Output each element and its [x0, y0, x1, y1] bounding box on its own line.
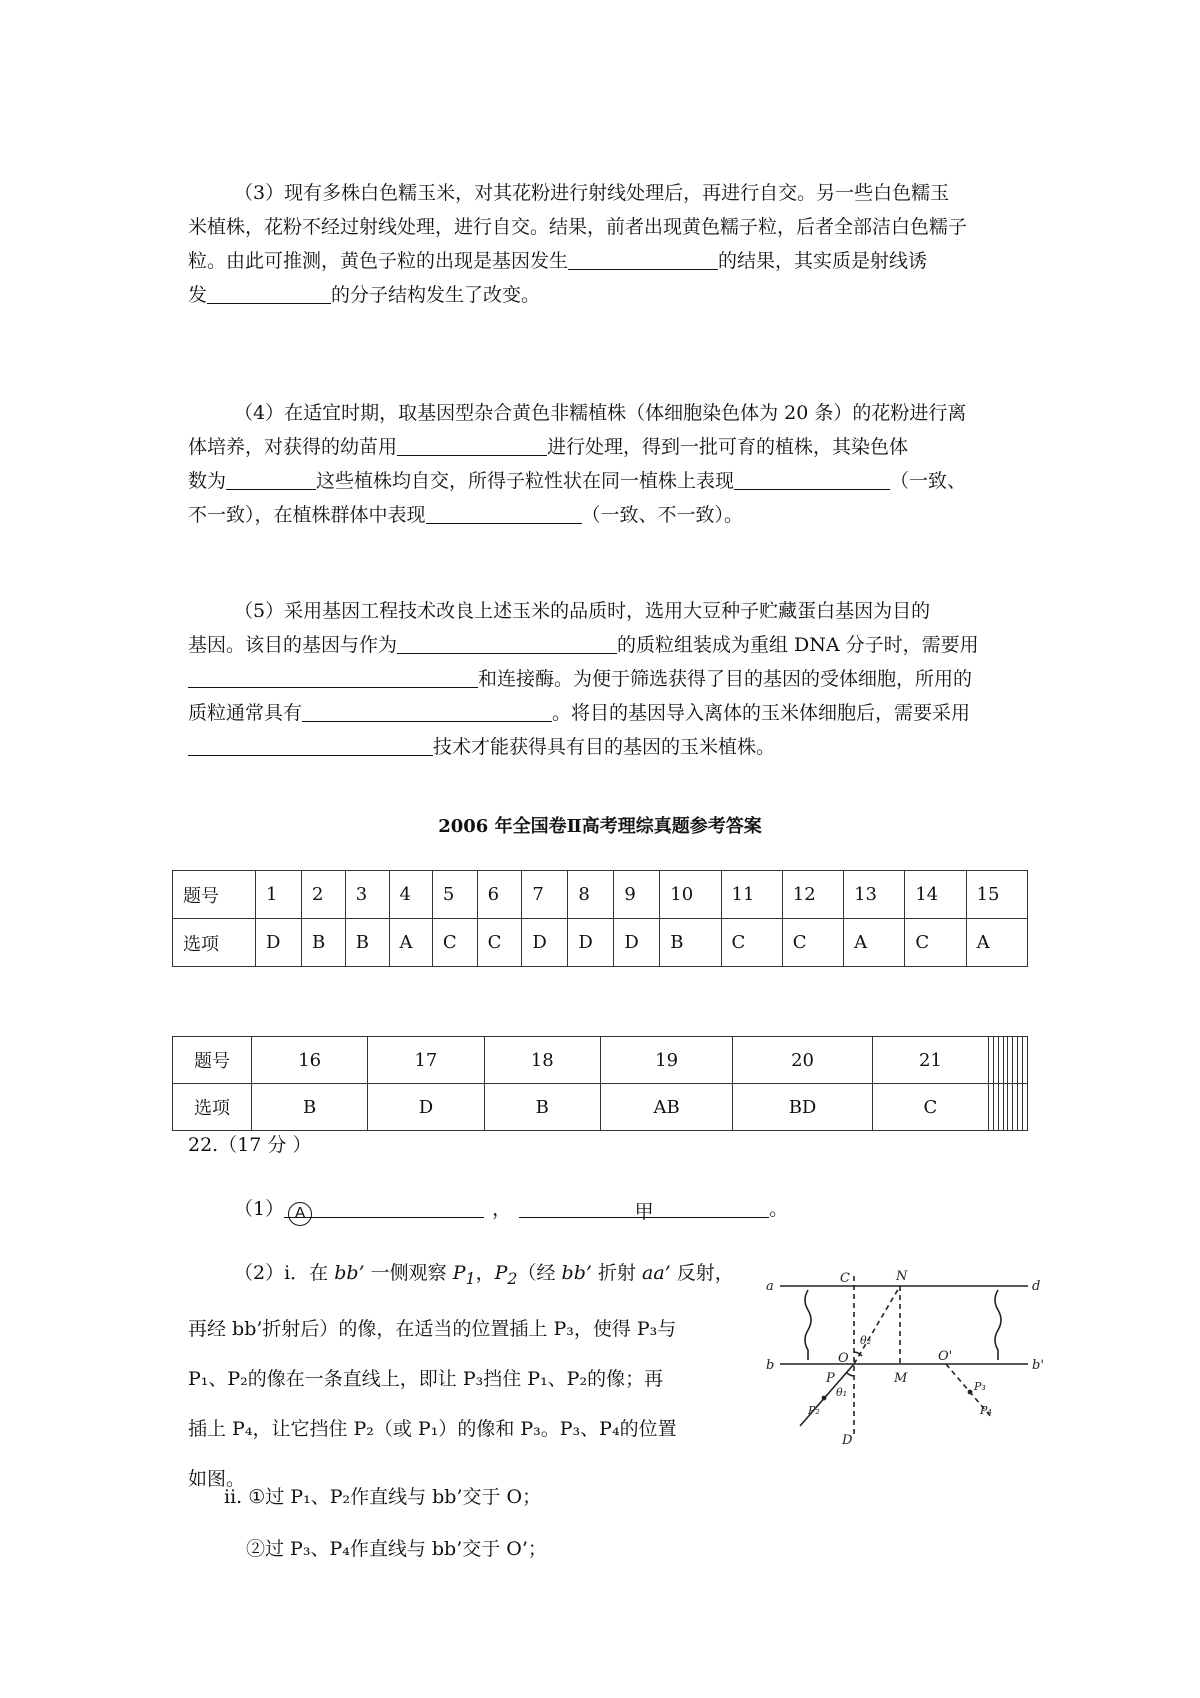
question-number-cell: 15	[966, 871, 1027, 919]
answer-option-cell: B	[252, 1084, 368, 1131]
q3-line3	[188, 244, 967, 278]
q5-line1: （5）采用基因工程技术改良上述玉米的品质时，选用大豆种子贮藏蛋白基因为目的	[234, 600, 931, 622]
part2-text: 一侧观察	[370, 1262, 447, 1284]
q22-heading: 22.（17 分 ）	[188, 1134, 312, 1156]
part2-text: ，	[475, 1262, 495, 1284]
part1-answer-2: 甲	[634, 1201, 654, 1223]
question-number-cell: 12	[782, 871, 843, 919]
label-C: C	[840, 1271, 850, 1286]
part2-text: 2	[507, 1268, 518, 1288]
q4-line2-text-b: 进行处理，得到一批可育的植株，其染色体	[547, 436, 909, 458]
answer-blank	[226, 467, 316, 490]
table-row	[173, 871, 1028, 919]
glass-edge-right	[995, 1290, 1001, 1360]
table-row-label: 选项	[173, 919, 256, 967]
q22-part2-line3: P₁、P₂的像在一条直线上，即让 P₃挡住 P₁、P₂的像；再	[188, 1367, 664, 1390]
answer-option-cell	[1023, 1084, 1028, 1131]
question-number-cell: 20	[733, 1037, 872, 1084]
question-3	[188, 176, 967, 312]
question-number-cell: 17	[368, 1037, 484, 1084]
table-header-label: 题号	[173, 871, 256, 919]
angle-theta1-arc	[846, 1372, 854, 1376]
answer-option-cell: A	[966, 919, 1027, 967]
answer-blank	[284, 1195, 484, 1222]
answer-option-cell: B	[345, 919, 389, 967]
q22-part2-line1	[188, 1248, 734, 1304]
label-N: N	[896, 1269, 908, 1284]
question-number-cell: 5	[432, 871, 477, 919]
question-5	[188, 594, 979, 764]
q4-line4-text-b: （一致、不一致）。	[581, 504, 744, 526]
q22-part2	[188, 1248, 734, 1504]
question-number-cell: 7	[522, 871, 568, 919]
question-number-cell: 4	[389, 871, 432, 919]
q4-line2-text-a: 体培养，对获得的幼苗用	[188, 436, 398, 458]
q5-line2-text-a: 基因。该目的基因与作为	[188, 634, 398, 656]
label-P: P	[826, 1371, 835, 1386]
q5-line2	[188, 628, 979, 662]
question-number-cell: 21	[872, 1037, 988, 1084]
question-number-cell: 8	[568, 871, 614, 919]
answer-blank	[207, 281, 331, 304]
glass-edge-left	[805, 1290, 811, 1360]
label-a: a	[766, 1279, 774, 1294]
label-P2: P₂	[808, 1404, 820, 1417]
part2-text: aa’	[642, 1262, 671, 1284]
answer-option-cell: D	[568, 919, 614, 967]
label-O-prime: O'	[938, 1349, 953, 1364]
question-number-cell	[1023, 1037, 1028, 1084]
q4-line3-text-c: （一致、	[890, 470, 967, 492]
q22-step-iii: ②过 P₃、P₄作直线与 bb’交于 O’；	[246, 1538, 547, 1560]
answer-option-cell: B	[301, 919, 345, 967]
part2-text: 反射，	[676, 1262, 734, 1284]
answer-option-cell: BD	[733, 1084, 872, 1131]
q22-part1	[234, 1192, 788, 1226]
part2-text: bb’	[334, 1262, 365, 1284]
q5-line4-text-a: 质粒通常具有	[188, 702, 303, 724]
question-4	[188, 396, 966, 532]
question-number-cell: 14	[905, 871, 966, 919]
q4-line3-text-a: 数为	[188, 470, 227, 492]
q4-line4	[188, 498, 966, 532]
q5-line5	[188, 730, 979, 764]
table-row	[173, 1084, 1028, 1131]
q3-line2: 米植株，花粉不经过射线处理，进行自交。结果，前者出现黄色糯子粒，后者全部洁白色糯子	[188, 216, 968, 238]
q3-line4-text-b: 的分子结构发生了改变。	[331, 284, 541, 306]
answer-blank	[568, 247, 718, 270]
q22-part2-line4: 插上 P₄，让它挡住 P₂（或 P₁）的像和 P₃。P₃、P₄的位置	[188, 1417, 677, 1440]
part2-text	[494, 1262, 518, 1288]
q3-line1: （3）现有多株白色糯玉米，对其花粉进行射线处理后，再进行自交。另一些白色糯玉	[234, 182, 950, 204]
answer-table-1	[172, 870, 1028, 967]
answer-option-cell: D	[522, 919, 568, 967]
part2-text: P	[452, 1262, 466, 1284]
question-number-cell: 19	[600, 1037, 732, 1084]
label-b-prime: b'	[1032, 1358, 1044, 1373]
q5-line3	[188, 662, 979, 696]
optics-diagram	[760, 1268, 1060, 1446]
label-M: M	[894, 1371, 908, 1386]
part2-text: （经	[517, 1262, 556, 1284]
label-theta1: θ₁	[836, 1386, 848, 1399]
label-D: D	[842, 1433, 853, 1446]
answer-blank	[397, 631, 617, 654]
part2-text: bb’	[561, 1262, 592, 1284]
q4-line1: （4）在适宜时期，取基因型杂合黄色非糯植株（体细胞染色体为 20 条）的花粉进行离	[234, 402, 967, 424]
label-P4: P₄	[980, 1404, 992, 1417]
answer-option-cell: D	[256, 919, 302, 967]
table-header-label: 题号	[173, 1037, 252, 1084]
table-row-label: 选项	[173, 1084, 252, 1131]
part2-text: P	[494, 1262, 508, 1284]
answer-option-cell: C	[432, 919, 477, 967]
label-O: O	[838, 1351, 849, 1366]
question-number-cell: 3	[345, 871, 389, 919]
answer-option-cell: D	[614, 919, 660, 967]
answer-option-cell: A	[844, 919, 905, 967]
answer-option-cell: A	[389, 919, 432, 967]
question-number-cell: 10	[660, 871, 721, 919]
q4-line4-text-a: 不一致），在植株群体中表现	[188, 504, 426, 526]
answer-blank	[397, 433, 547, 456]
answer-table-2	[172, 1036, 1028, 1131]
pin-P2-dot	[822, 1396, 827, 1401]
q4-line3-text-b: 这些植株均自交，所得子粒性状在同一植株上表现	[316, 470, 735, 492]
answer-option-cell: D	[368, 1084, 484, 1131]
question-number-cell: 2	[301, 871, 345, 919]
part2-text: 折射	[597, 1262, 636, 1284]
q5-line3-text: 和连接酶。为便于筛选获得了目的基因的受体细胞，所用的	[478, 668, 973, 690]
answer-blank	[426, 501, 582, 524]
question-number-cell: 1	[256, 871, 302, 919]
q3-line3-text-b: 的结果，其实质是射线诱	[718, 250, 928, 272]
q22-part2-line5: 如图。	[188, 1467, 246, 1490]
answer-blank	[519, 1195, 769, 1223]
label-P3: P₃	[974, 1380, 986, 1393]
table-row	[173, 1037, 1028, 1084]
answer-option-cell: B	[484, 1084, 600, 1131]
label-theta2: θ₂	[860, 1334, 872, 1347]
answer-option-cell: C	[872, 1084, 988, 1131]
q22-part2-line2: 再经 bb’折射后）的像，在适当的位置插上 P₃，使得 P₃与	[188, 1317, 677, 1340]
question-number-cell: 6	[477, 871, 522, 919]
q3-line4-text-a: 发	[188, 284, 208, 306]
part2-text	[452, 1262, 476, 1288]
part1-separator: ，	[492, 1198, 512, 1220]
q5-line5-text: 技术才能获得具有目的基因的玉米植株。	[433, 736, 776, 758]
part1-label: （1）	[234, 1198, 285, 1220]
answer-blank	[188, 733, 433, 756]
q4-line2	[188, 430, 966, 464]
label-b: b	[766, 1358, 775, 1373]
answers-title: 2006 年全国卷Ⅱ高考理综真题参考答案	[438, 816, 762, 837]
question-number-cell: 9	[614, 871, 660, 919]
question-number-cell: 18	[484, 1037, 600, 1084]
table-row	[173, 919, 1028, 967]
answer-option-cell: C	[905, 919, 966, 967]
part1-end: 。	[769, 1198, 789, 1220]
q22-step-ii: ⅱ. ①过 P₁、P₂作直线与 bb’交于 O；	[224, 1486, 542, 1508]
answer-option-cell: AB	[600, 1084, 732, 1131]
question-number-cell: 11	[721, 871, 782, 919]
answer-blank	[302, 699, 552, 722]
part2-text: （2）ⅰ．在	[234, 1262, 329, 1284]
ammeter-symbol-icon: A	[288, 1202, 312, 1226]
answer-option-cell: C	[721, 919, 782, 967]
q5-line4-text-b: 。将目的基因导入离体的玉米体细胞后，需要采用	[552, 702, 971, 724]
refracted-ray-ON	[854, 1286, 900, 1364]
q22-part1-line	[234, 1192, 788, 1226]
answer-blank	[188, 665, 478, 688]
pin-P3-dot	[968, 1390, 973, 1395]
q5-line2-text-b: 的质粒组装成为重组 DNA 分子时，需要用	[617, 634, 979, 656]
q5-line4	[188, 696, 979, 730]
answer-option-cell: B	[660, 919, 721, 967]
answer-option-cell: C	[782, 919, 843, 967]
q3-line4	[188, 278, 967, 312]
question-number-cell: 16	[252, 1037, 368, 1084]
question-number-cell: 13	[844, 871, 905, 919]
label-d: d	[1032, 1279, 1041, 1294]
q4-line3	[188, 464, 966, 498]
q3-line3-text-a: 粒。由此可推测，黄色子粒的出现是基因发生	[188, 250, 569, 272]
answer-option-cell: C	[477, 919, 522, 967]
part2-text: 1	[465, 1268, 476, 1288]
answer-blank	[734, 467, 890, 490]
